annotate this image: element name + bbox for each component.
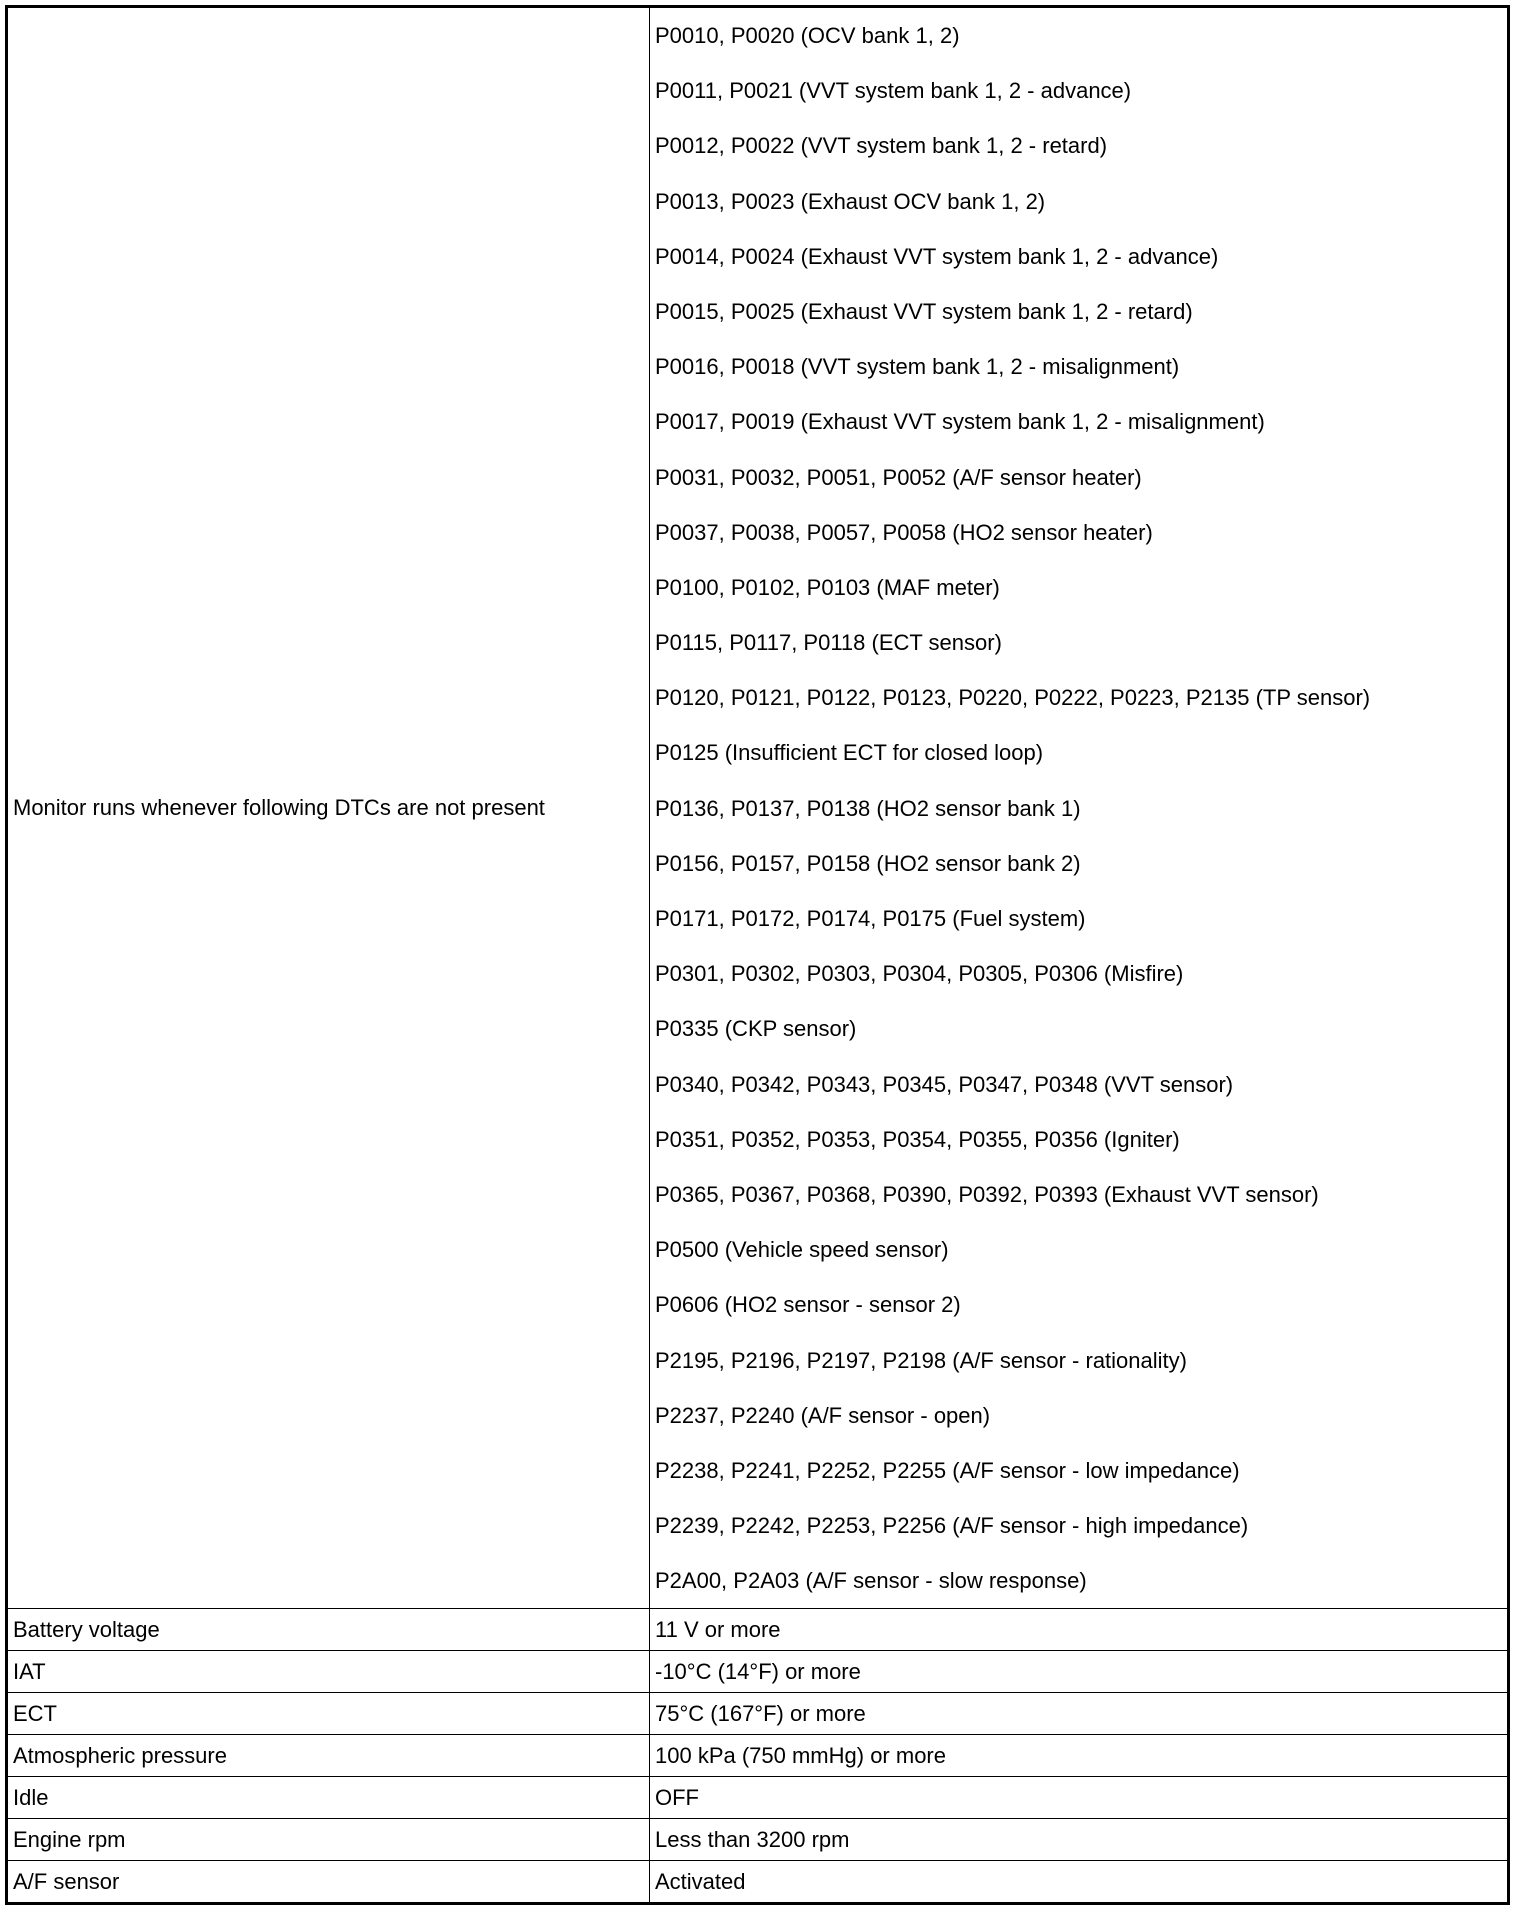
dtc-item: P0012, P0022 (VVT system bank 1, 2 - retard) xyxy=(655,133,1108,159)
monitor-conditions-table xyxy=(5,5,1510,1905)
dtc-item: P2238, P2241, P2252, P2255 (A/F sensor - low impedance) xyxy=(655,1457,1240,1483)
dtc-item: P0351, P0352, P0353, P0354, P0355, P0356 (Igniter) xyxy=(655,1126,1180,1152)
dtc-item: P0606 (HO2 sensor - sensor 2) xyxy=(655,1292,961,1318)
dtc-item: P0125 (Insufficient ECT for closed loop) xyxy=(655,740,1044,766)
condition-label: Battery voltage xyxy=(7,1609,650,1651)
dtc-item: P0115, P0117, P0118 (ECT sensor) xyxy=(655,630,1002,656)
condition-value: Activated xyxy=(650,1861,1509,1904)
table-row xyxy=(7,1609,1509,1651)
condition-label: Engine rpm xyxy=(7,1819,650,1861)
dtc-item: P0171, P0172, P0174, P0175 (Fuel system) xyxy=(655,906,1086,931)
condition-value: Less than 3200 rpm xyxy=(650,1819,1509,1861)
dtc-item: P0340, P0342, P0343, P0345, P0347, P0348 (VVT sensor) xyxy=(655,1071,1234,1097)
table-row xyxy=(7,1819,1509,1861)
table-row xyxy=(7,1693,1509,1735)
dtc-item: P0301, P0302, P0303, P0304, P0305, P0306 (Misfire) xyxy=(655,961,1184,987)
dtc-item: P0120, P0121, P0122, P0123, P0220, P0222, P0223, P2135 (TP sensor) xyxy=(655,685,1371,711)
condition-value: 100 kPa (750 mmHg) or more xyxy=(650,1735,1509,1777)
condition-label: Atmospheric pressure xyxy=(7,1735,650,1777)
table-row xyxy=(7,1735,1509,1777)
condition-value: 11 V or more xyxy=(650,1609,1509,1651)
dtc-condition-label: Monitor runs whenever following DTCs are not present xyxy=(7,7,650,1609)
condition-value: 75°C (167°F) or more xyxy=(650,1693,1509,1735)
dtc-item: P0016, P0018 (VVT system bank 1, 2 - misalignment) xyxy=(655,354,1180,380)
dtc-item: P0010, P0020 (OCV bank 1, 2) xyxy=(655,23,960,48)
condition-label: A/F sensor xyxy=(7,1861,650,1904)
condition-label: ECT xyxy=(7,1693,650,1735)
dtc-item: P0015, P0025 (Exhaust VVT system bank 1, 2 - retard) xyxy=(655,298,1193,324)
condition-label: Idle xyxy=(7,1777,650,1819)
dtc-item: P0017, P0019 (Exhaust VVT system bank 1, 2 - misalignment) xyxy=(655,409,1265,435)
dtc-item: P0011, P0021 (VVT system bank 1, 2 - advance) xyxy=(655,78,1132,104)
dtc-item: P0335 (CKP sensor) xyxy=(655,1016,857,1042)
table-row xyxy=(7,1777,1509,1819)
dtc-item: P0013, P0023 (Exhaust OCV bank 1, 2) xyxy=(655,188,1046,214)
table-row xyxy=(7,1651,1509,1693)
dtc-item: P0136, P0137, P0138 (HO2 sensor bank 1) xyxy=(655,795,1081,821)
dtc-item: P2195, P2196, P2197, P2198 (A/F sensor - rationality) xyxy=(655,1347,1187,1373)
dtc-item: P0014, P0024 (Exhaust VVT system bank 1, 2 - advance) xyxy=(655,243,1219,269)
table-row xyxy=(7,1861,1509,1904)
condition-value: -10°C (14°F) or more xyxy=(650,1651,1509,1693)
dtc-item: P0031, P0032, P0051, P0052 (A/F sensor heater) xyxy=(655,464,1142,490)
dtc-item: P2239, P2242, P2253, P2256 (A/F sensor - high impedance) xyxy=(655,1513,1249,1539)
dtc-item: P0500 (Vehicle speed sensor) xyxy=(655,1237,949,1263)
dtc-item: P2237, P2240 (A/F sensor - open) xyxy=(655,1402,991,1428)
dtc-item: P0365, P0367, P0368, P0390, P0392, P0393 (Exhaust VVT sensor) xyxy=(655,1181,1319,1207)
condition-value: OFF xyxy=(650,1777,1509,1819)
dtc-list xyxy=(650,7,1509,1609)
table-row-dtc xyxy=(7,7,1509,1609)
dtc-item: P2A00, P2A03 (A/F sensor - slow response) xyxy=(655,1568,1087,1594)
condition-label: IAT xyxy=(7,1651,650,1693)
dtc-item: P0156, P0157, P0158 (HO2 sensor bank 2) xyxy=(655,850,1081,876)
dtc-item: P0037, P0038, P0057, P0058 (HO2 sensor heater) xyxy=(655,519,1153,545)
dtc-item: P0100, P0102, P0103 (MAF meter) xyxy=(655,574,1000,600)
